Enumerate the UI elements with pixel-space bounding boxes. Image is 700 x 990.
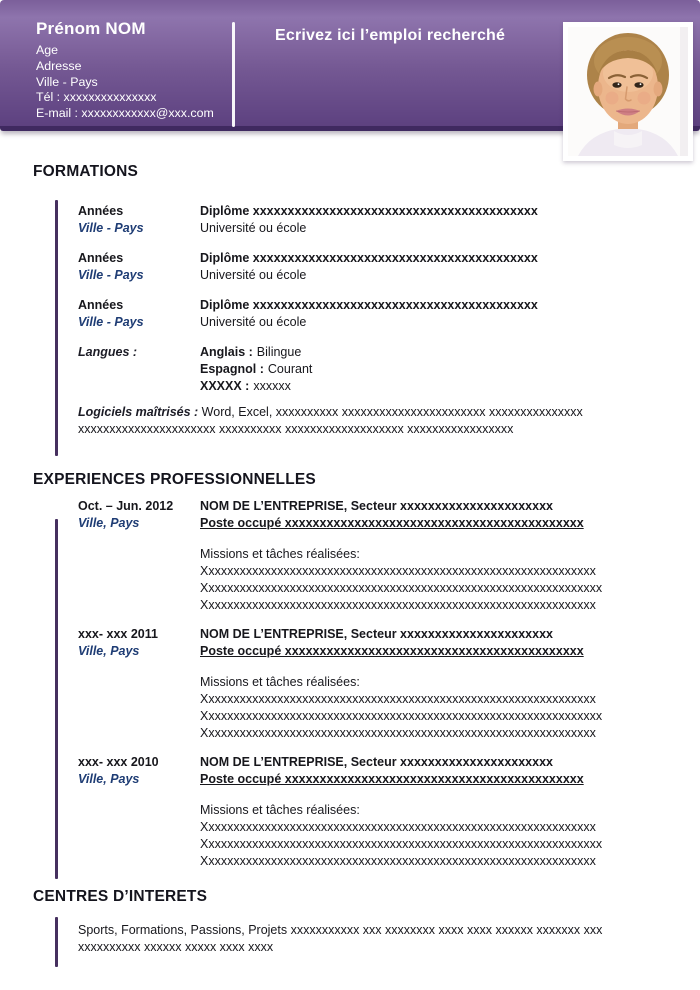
interests-section [78, 922, 672, 956]
formation-entry [78, 250, 672, 284]
mission-line: Xxxxxxxxxxxxxxxxxxxxxxxxxxxxxxxxxxxxxxxxxxxxxxxxxxxxxxxxxxxxxxx [200, 692, 596, 706]
mission-line: Xxxxxxxxxxxxxxxxxxxxxxxxxxxxxxxxxxxxxxxxxxxxxxxxxxxxxxxxxxxxxxxx [200, 581, 603, 595]
experience-company: NOM DE L’ENTREPRISE, Secteur xxxxxxxxxxxxxxxxxxxxxx [200, 627, 553, 641]
formation-school: Université ou école [200, 315, 307, 329]
experience-place: Ville, Pays [78, 772, 140, 786]
missions-label: Missions et tâches réalisées: [200, 803, 360, 817]
experience-entry [78, 626, 672, 742]
mission-line: Xxxxxxxxxxxxxxxxxxxxxxxxxxxxxxxxxxxxxxxxxxxxxxxxxxxxxxxxxxxxxxx [200, 854, 596, 868]
section-title-formations: FORMATIONS [33, 163, 139, 180]
language-item: Espagnol : Courant [200, 362, 313, 376]
experience-position: Poste occupé xxxxxxxxxxxxxxxxxxxxxxxxxxxxxxxxxxxxxxxxxxx [200, 772, 584, 786]
formation-place: Ville - Pays [78, 221, 144, 235]
language-item: XXXXX : xxxxxx [200, 379, 291, 393]
mission-line: Xxxxxxxxxxxxxxxxxxxxxxxxxxxxxxxxxxxxxxxxxxxxxxxxxxxxxxxxxxxxxxxx [200, 709, 603, 723]
formation-place: Ville - Pays [78, 315, 144, 329]
missions-block [200, 546, 672, 614]
mission-line: Xxxxxxxxxxxxxxxxxxxxxxxxxxxxxxxxxxxxxxxxxxxxxxxxxxxxxxxxxxxxxxx [200, 598, 596, 612]
section-title-experiences: EXPERIENCES PROFESSIONNELLES [33, 471, 316, 488]
experience-dates: Oct. – Jun. 2012 [78, 499, 174, 513]
formation-school: Université ou école [200, 221, 307, 235]
experience-entry [78, 498, 672, 614]
formation-years: Années [78, 298, 124, 312]
missions-block [200, 674, 672, 742]
formation-entry [78, 203, 672, 237]
languages-label: Langues : [78, 345, 138, 359]
experience-entry [78, 754, 672, 870]
formation-degree: Diplôme xxxxxxxxxxxxxxxxxxxxxxxxxxxxxxxxxxxxxxxxx [200, 204, 538, 218]
experiences-section [78, 498, 672, 870]
experience-position: Poste occupé xxxxxxxxxxxxxxxxxxxxxxxxxxxxxxxxxxxxxxxxxxx [200, 516, 584, 530]
info-age: Age [36, 43, 59, 57]
cv-main [0, 136, 700, 956]
accent-rail-interests [55, 917, 58, 967]
section-title-interests: CENTRES D’INTERETS [33, 888, 208, 905]
language-item: Anglais : Bilingue [200, 345, 302, 359]
software-skills-label: Logiciels maîtrisés : [78, 405, 199, 419]
formation-degree: Diplôme xxxxxxxxxxxxxxxxxxxxxxxxxxxxxxxxxxxxxxxxx [200, 298, 538, 312]
software-skills-line: Word, Excel, xxxxxxxxxx xxxxxxxxxxxxxxxxxxxxxxx xxxxxxxxxxxxxxx [201, 405, 583, 419]
candidate-name: Prénom NOM [36, 19, 146, 38]
experience-dates: xxx- xxx 2011 [78, 627, 158, 641]
experience-position: Poste occupé xxxxxxxxxxxxxxxxxxxxxxxxxxxxxxxxxxxxxxxxxxx [200, 644, 584, 658]
info-email: E-mail : xxxxxxxxxxxx@xxx.com [36, 106, 214, 121]
formation-place: Ville - Pays [78, 268, 144, 282]
interests-line: Sports, Formations, Passions, Projets xxxxxxxxxxx xxx xxxxxxxx xxxx xxxx xxxxxx xxxxxxx xxx [78, 923, 603, 937]
identity-block [36, 19, 214, 122]
formations-section [78, 203, 672, 438]
info-address: Adresse [36, 58, 82, 73]
mission-line: Xxxxxxxxxxxxxxxxxxxxxxxxxxxxxxxxxxxxxxxxxxxxxxxxxxxxxxxxxxxxxxxx [200, 837, 603, 851]
formation-school: Université ou école [200, 268, 307, 282]
mission-line: Xxxxxxxxxxxxxxxxxxxxxxxxxxxxxxxxxxxxxxxxxxxxxxxxxxxxxxxxxxxxxxx [200, 564, 596, 578]
formation-years: Années [78, 204, 124, 218]
software-skills-line: xxxxxxxxxxxxxxxxxxxxxx xxxxxxxxxx xxxxxxxxxxxxxxxxxxx xxxxxxxxxxxxxxxxx [78, 422, 514, 436]
missions-label: Missions et tâches réalisées: [200, 675, 360, 689]
missions-block [200, 802, 672, 870]
formation-years: Années [78, 251, 124, 265]
experience-place: Ville, Pays [78, 644, 140, 658]
header-divider [232, 22, 235, 127]
interests-line: xxxxxxxxxx xxxxxx xxxxx xxxx xxxx [78, 940, 274, 954]
info-city-country: Ville - Pays [36, 74, 98, 89]
languages-row [78, 344, 672, 395]
interests-text [78, 922, 672, 956]
mission-line: Xxxxxxxxxxxxxxxxxxxxxxxxxxxxxxxxxxxxxxxxxxxxxxxxxxxxxxxxxxxxxxx [200, 820, 596, 834]
accent-rail-experiences [55, 519, 58, 879]
software-skills [78, 404, 672, 438]
experience-place: Ville, Pays [78, 516, 140, 530]
missions-label: Missions et tâches réalisées: [200, 547, 360, 561]
experience-dates: xxx- xxx 2010 [78, 755, 159, 769]
mission-line: Xxxxxxxxxxxxxxxxxxxxxxxxxxxxxxxxxxxxxxxxxxxxxxxxxxxxxxxxxxxxxxx [200, 726, 596, 740]
accent-rail-formations [55, 200, 58, 456]
experience-company: NOM DE L’ENTREPRISE, Secteur xxxxxxxxxxxxxxxxxxxxxx [200, 755, 553, 769]
experience-company: NOM DE L’ENTREPRISE, Secteur xxxxxxxxxxxxxxxxxxxxxx [200, 499, 553, 513]
job-title: Ecrivez ici l’emploi recherché [275, 27, 506, 44]
formation-degree: Diplôme xxxxxxxxxxxxxxxxxxxxxxxxxxxxxxxxxxxxxxxxx [200, 251, 538, 265]
info-phone: Tél : xxxxxxxxxxxxxxx [36, 90, 157, 105]
formation-entry [78, 297, 672, 331]
